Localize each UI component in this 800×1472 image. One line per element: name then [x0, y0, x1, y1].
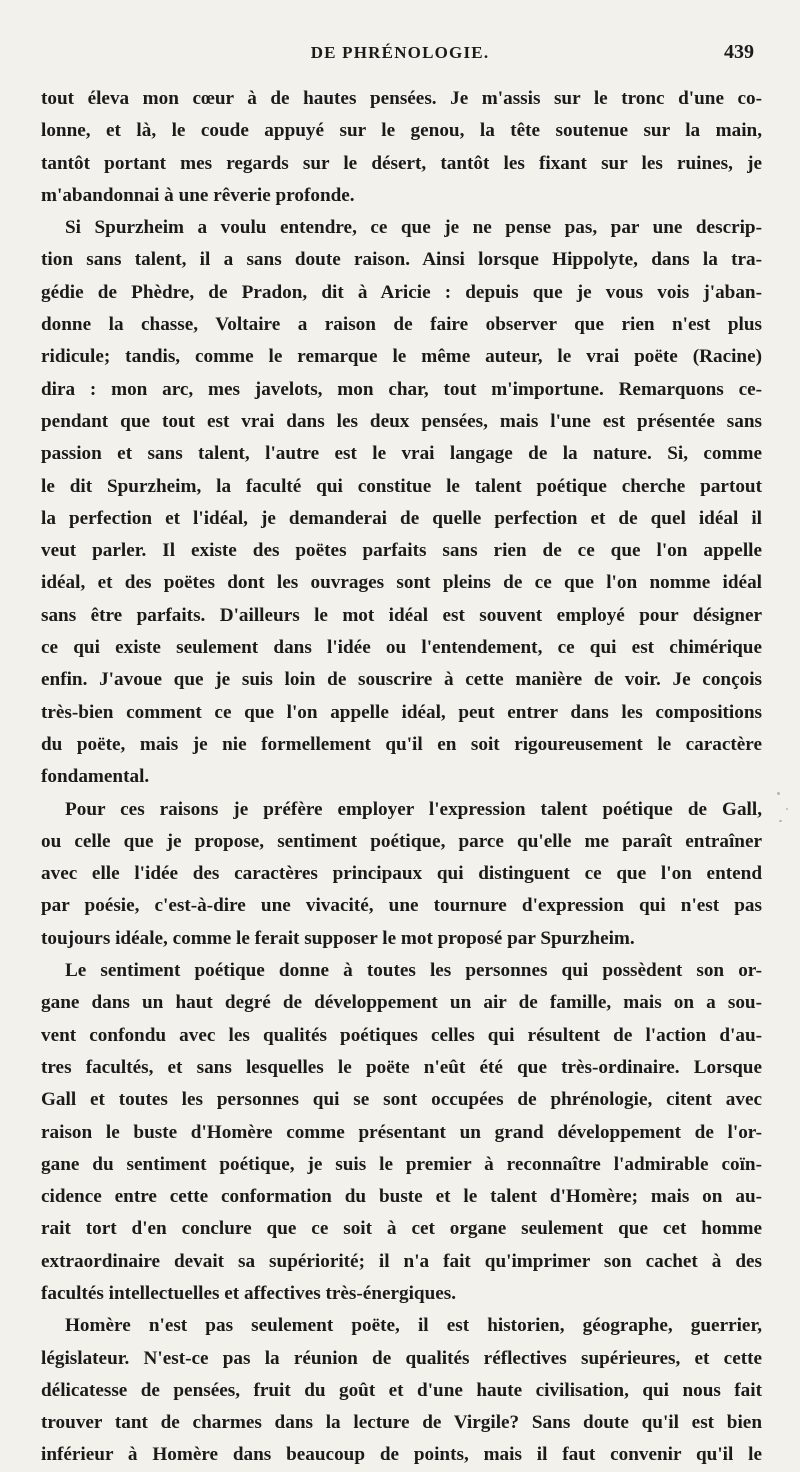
page-number: 439 [724, 41, 754, 63]
text-line: raison le buste d'Homère comme présentant un grand développement de l'or- [41, 1121, 762, 1143]
text-line: toujours idéale, comme le ferait supposer le mot proposé par Spurzheim. [41, 927, 635, 949]
text-line: veut parler. Il existe des poëtes parfaits sans rien de ce que l'on appelle [41, 540, 762, 562]
text-line: la perfection et l'idéal, je demanderai de quelle perfection et de quel idéal il [41, 507, 762, 529]
paper-speck [777, 792, 780, 795]
text-line: facultés intellectuelles et affectives très-énergiques. [41, 1282, 457, 1304]
text-line: législateur. N'est-ce pas la réunion de qualités réflectives supérieures, et cette [41, 1347, 762, 1369]
running-head [40, 43, 760, 73]
text-line: passion et sans talent, l'autre est le vrai langage de la nature. Si, comme [41, 443, 762, 465]
text-line: délicatesse de pensées, fruit du goût et d'une haute civilisation, qui nous fait [41, 1379, 762, 1401]
paragraph [41, 794, 762, 955]
text-line: idéal, et des poëtes dont les ouvrages sont pleins de ce que l'on nomme idéal [41, 572, 762, 594]
paper-speck [786, 808, 788, 810]
text-line: fondamental. [41, 766, 150, 788]
text-line: tantôt portant mes regards sur le désert, tantôt les fixant sur les ruines, je [41, 152, 762, 174]
text-line: tout éleva mon cœur à de hautes pensées. Je m'assis sur le tronc d'une co- [41, 88, 762, 109]
text-line: rait tort d'en conclure que ce soit à cet organe seulement que cet homme [41, 1218, 762, 1240]
body-text [41, 83, 762, 1472]
text-line: enfin. J'avoue que je suis loin de souscrire à cette manière de voir. Je conçois [41, 669, 762, 691]
text-line: le dit Spurzheim, la faculté qui constitue le talent poétique cherche partout [41, 475, 762, 497]
text-line: cidence entre cette conformation du buste et le talent d'Homère; mais on au- [41, 1186, 762, 1208]
text-line: tres facultés, et sans lesquelles le poëte n'eût été que très-ordinaire. Lorsque [41, 1056, 762, 1078]
paragraph [41, 1310, 762, 1471]
text-line: par poésie, c'est-à-dire une vivacité, une tournure d'expression qui n'est pas [41, 895, 762, 917]
text-line: m'abandonnai à une rêverie profonde. [41, 184, 355, 206]
text-line: tion sans talent, il a sans doute raison. Ainsi lorsque Hippolyte, dans la tra- [41, 249, 762, 271]
text-line: du poëte, mais je nie formellement qu'il en soit rigoureusement le caractère [41, 733, 762, 755]
paragraph [41, 83, 762, 212]
text-line: Pour ces raisons je préfère employer l'expression talent poétique de Gall, [65, 798, 762, 820]
text-line: avec elle l'idée des caractères principaux qui distinguent ce que l'on entend [41, 863, 762, 885]
paragraph [41, 212, 762, 793]
text-line: ce qui existe seulement dans l'idée ou l'entendement, ce qui est chimérique [41, 637, 762, 659]
text-line: sans être parfaits. D'ailleurs le mot idéal est souvent employé pour désigner [41, 604, 762, 626]
text-line: inférieur à Homère dans beaucoup de points, mais il faut convenir qu'il le [41, 1444, 762, 1466]
text-line: Si Spurzheim a voulu entendre, ce que je ne pense pas, par une descrip- [65, 217, 762, 239]
text-line: donne la chasse, Voltaire a raison de faire observer que rien n'est plus [41, 314, 762, 336]
text-line: trouver tant de charmes dans la lecture de Virgile? Sans doute qu'il est bien [41, 1412, 762, 1434]
text-line: gane du sentiment poétique, je suis le premier à reconnaître l'admirable coïn- [41, 1153, 762, 1175]
running-title: DE PHRÉNOLOGIE. [310, 43, 490, 62]
text-line: gane dans un haut degré de développement un air de famille, mais on a sou- [41, 992, 762, 1014]
text-line: vent confondu avec les qualités poétiques celles qui résultent de l'action d'au- [41, 1024, 762, 1046]
text-line: lonne, et là, le coude appuyé sur le genou, la tête soutenue sur la main, [41, 120, 762, 142]
text-line: très-bien comment ce que l'on appelle idéal, peut entrer dans les compositions [41, 701, 762, 723]
text-line: Homère n'est pas seulement poëte, il est historien, géographe, guerrier, [65, 1315, 762, 1337]
text-line: pendant que tout est vrai dans les deux pensées, mais l'une est présentée sans [41, 410, 762, 432]
text-line: ridicule; tandis, comme le remarque le même auteur, le vrai poëte (Racine) [41, 346, 762, 368]
paragraph [41, 955, 762, 1310]
text-line: gédie de Phèdre, de Pradon, dit à Aricie : depuis que je vous vois j'aban- [41, 281, 762, 303]
text-line: extraordinaire devait sa supériorité; il n'a fait qu'imprimer son cachet à des [41, 1250, 762, 1272]
text-line: dira : mon arc, mes javelots, mon char, tout m'importune. Remarquons ce- [41, 378, 762, 400]
text-line: Le sentiment poétique donne à toutes les personnes qui possèdent son or- [65, 960, 762, 982]
text-line: Gall et toutes les personnes qui se sont occupées de phrénologie, citent avec [41, 1089, 762, 1111]
text-line: ou celle que je propose, sentiment poétique, parce qu'elle me paraît entraîner [41, 830, 762, 852]
paper-speck [779, 820, 782, 822]
